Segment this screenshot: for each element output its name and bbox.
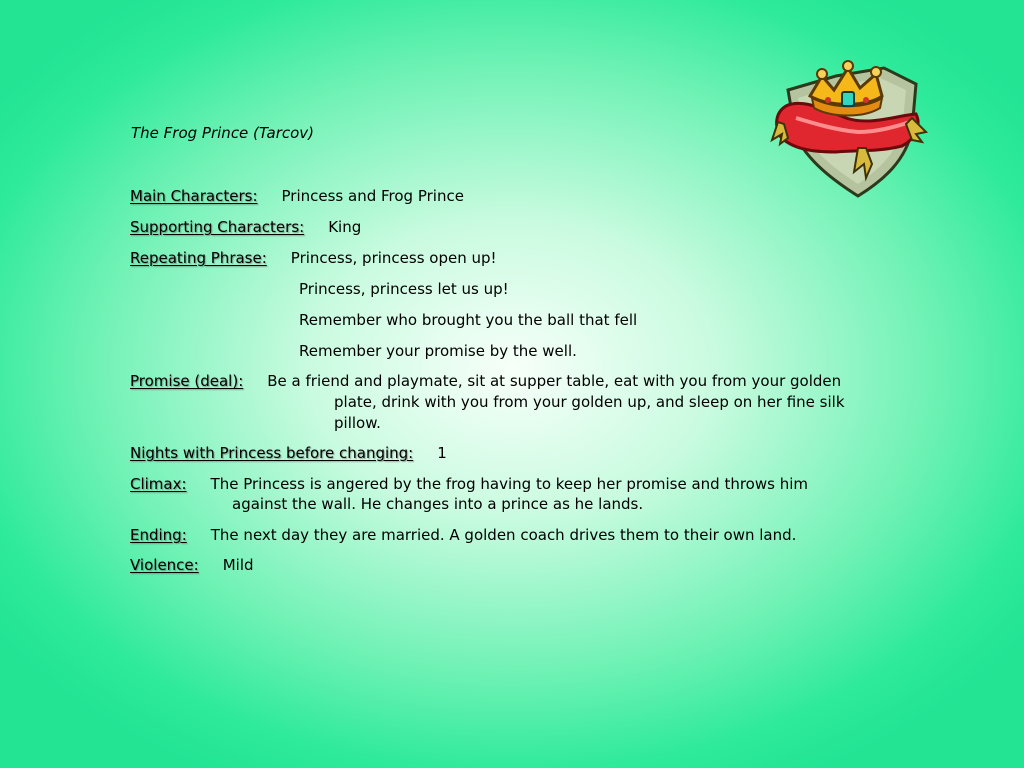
promise-line: pillow.	[334, 414, 381, 432]
supporting-characters-value: King	[328, 218, 362, 236]
nights-row	[130, 443, 447, 464]
promise-label: Promise (deal):	[130, 372, 244, 390]
repeating-phrase-row	[130, 248, 497, 269]
promise-line: plate, drink with you from your golden up, and sleep on her fine silk	[334, 393, 845, 411]
violence-label: Violence:	[130, 556, 199, 574]
supporting-characters-row	[130, 217, 361, 238]
repeating-phrase-line: Remember who brought you the ball that fell	[299, 311, 638, 329]
slide-title: The Frog Prince (Tarcov)	[131, 124, 315, 142]
ending-value: The next day they are married. A golden coach drives them to their own land.	[210, 526, 797, 544]
violence-value: Mild	[222, 556, 254, 574]
promise-line: Be a friend and playmate, sit at supper table, eat with you from your golden	[267, 372, 842, 390]
repeating-phrase-label: Repeating Phrase:	[130, 249, 267, 267]
violence-row	[130, 555, 254, 576]
ending-row	[130, 525, 796, 546]
climax-row	[130, 474, 808, 495]
climax-line: The Princess is angered by the frog having to keep her promise and throws him	[210, 475, 808, 493]
climax-label: Climax:	[130, 475, 187, 493]
repeating-phrase-line: Princess, princess let us up!	[299, 280, 509, 298]
main-characters-label: Main Characters:	[130, 187, 258, 205]
repeating-phrase-line: Princess, princess open up!	[290, 249, 497, 267]
supporting-characters-label: Supporting Characters:	[130, 218, 305, 236]
ending-label: Ending:	[130, 526, 187, 544]
promise-row	[130, 371, 841, 392]
nights-value: 1	[437, 444, 447, 462]
climax-line: against the wall. He changes into a prince as he lands.	[232, 495, 644, 513]
main-characters-row	[130, 186, 464, 207]
crown-on-pillow-crest-icon	[766, 60, 932, 200]
nights-label: Nights with Princess before changing:	[130, 444, 414, 462]
repeating-phrase-line: Remember your promise by the well.	[299, 342, 577, 360]
main-characters-value: Princess and Frog Prince	[281, 187, 464, 205]
